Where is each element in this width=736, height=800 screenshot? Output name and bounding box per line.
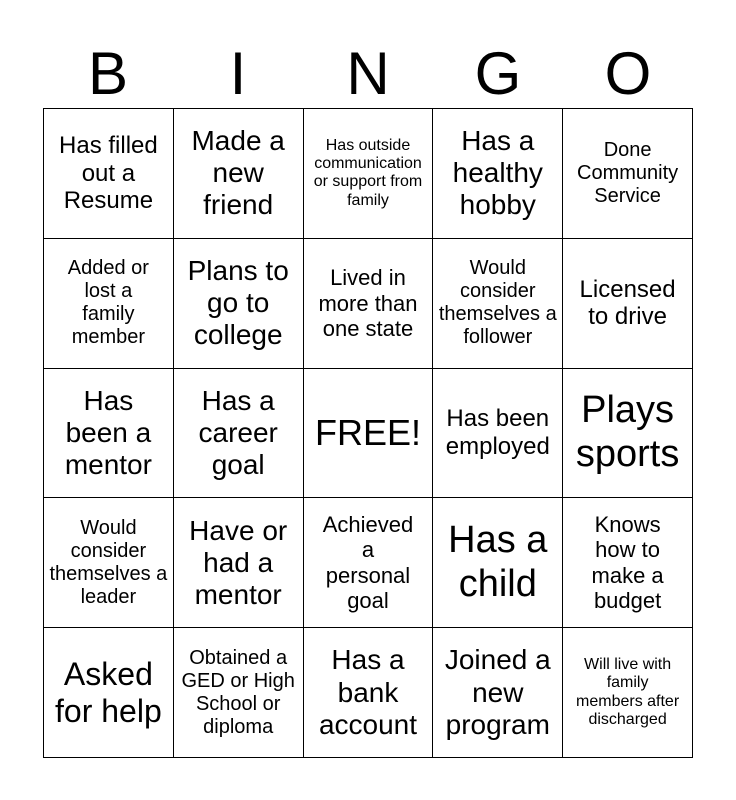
bingo-cell[interactable] (433, 498, 563, 628)
bingo-cell[interactable] (433, 369, 563, 499)
header-letter-b: B (87, 40, 129, 107)
cell-text: Has a child (448, 519, 548, 605)
header-letter-g: G (474, 40, 522, 107)
cell-text: Would consider themselves a leader (49, 516, 168, 608)
bingo-cell[interactable] (563, 109, 693, 239)
cell-text: Has a career goal (198, 384, 278, 481)
bingo-header (43, 40, 693, 108)
bingo-cell[interactable] (563, 498, 693, 628)
bingo-cell[interactable] (563, 369, 693, 499)
bingo-cell[interactable] (433, 628, 563, 758)
bingo-cell[interactable] (44, 239, 174, 369)
bingo-cell[interactable] (563, 628, 693, 758)
cell-text: Has filled out a Resume (59, 132, 158, 215)
cell-text: Has outside communication or support from family (313, 136, 423, 209)
header-letter-o: O (604, 40, 652, 107)
cell-text: Plans to go to college (187, 254, 289, 351)
bingo-cell[interactable] (304, 369, 434, 499)
cell-text: Made a new friend (191, 125, 285, 221)
bingo-cell[interactable] (44, 369, 174, 499)
bingo-grid (43, 108, 693, 758)
bingo-cell[interactable] (174, 239, 304, 369)
bingo-cell[interactable] (174, 369, 304, 499)
bingo-cell[interactable] (44, 498, 174, 628)
cell-text: Added or lost a family member (67, 257, 149, 349)
cell-text: Obtained a GED or High School or diploma (181, 646, 295, 738)
cell-text: Will live with family members after discharged (576, 655, 680, 728)
cell-text: Achieved a personal goal (322, 512, 414, 614)
bingo-cell[interactable] (304, 628, 434, 758)
header-letter-n: N (346, 40, 390, 107)
cell-text: Asked for help (55, 655, 162, 729)
bingo-cell[interactable] (433, 109, 563, 239)
cell-text: FREE! (314, 412, 421, 454)
bingo-cell[interactable] (174, 498, 304, 628)
bingo-cell[interactable] (304, 109, 434, 239)
bingo-cell[interactable] (304, 239, 434, 369)
bingo-cell[interactable] (174, 109, 304, 239)
cell-text: Has a bank account (318, 644, 418, 740)
cell-text: Knows how to make a budget (591, 512, 664, 614)
cell-text: Has been a mentor (64, 384, 152, 481)
cell-text: Has been employed (445, 405, 550, 460)
bingo-cell[interactable] (44, 109, 174, 239)
cell-text: Done Community Service (577, 138, 679, 207)
bingo-cell[interactable] (563, 239, 693, 369)
cell-text: Has a healthy hobby (452, 125, 543, 221)
cell-text: Licensed to drive (579, 275, 676, 331)
bingo-cell[interactable] (44, 628, 174, 758)
cell-text: Would consider themselves a follower (438, 257, 557, 349)
bingo-cell[interactable] (433, 239, 563, 369)
bingo-cell[interactable] (304, 498, 434, 628)
cell-text: Lived in more than one state (318, 265, 418, 341)
cell-text: Have or had a mentor (189, 514, 288, 610)
header-letter-i: I (229, 40, 247, 107)
cell-text: Plays sports (575, 389, 680, 475)
cell-text: Joined a new program (444, 644, 551, 740)
bingo-cell[interactable] (174, 628, 304, 758)
